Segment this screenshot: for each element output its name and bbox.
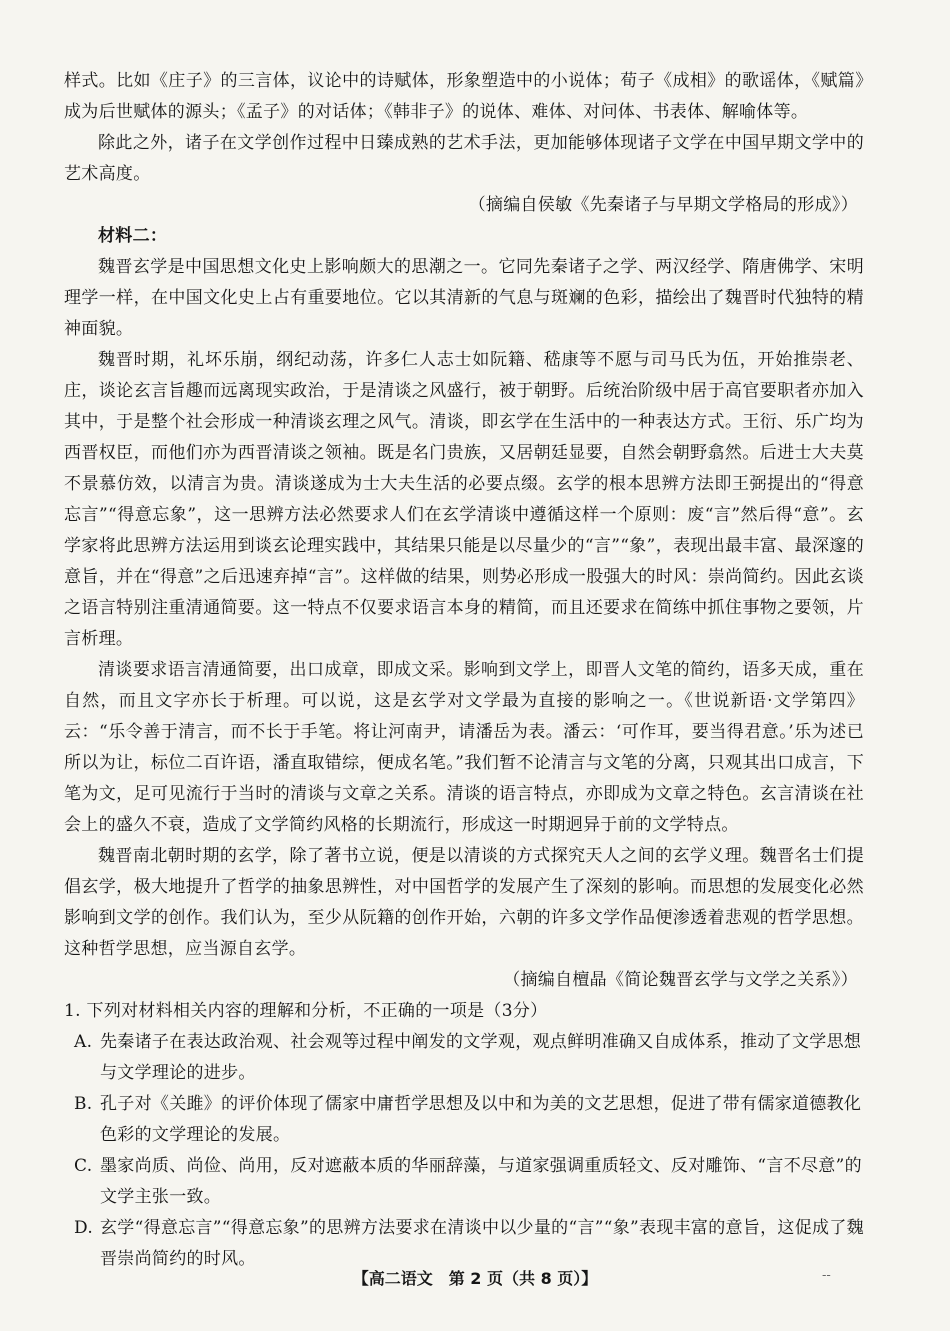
page-footer: 【高二语文 第 2 页（共 8 页）】 (352, 1269, 598, 1288)
material2-paragraph: 魏晋南北朝时期的玄学，除了著书立说，便是以清谈的方式探究天人之间的玄学义理。魏晋名士们提倡玄学，极大地提升了哲学的抽象思辨性，对中国哲学的发展产生了深刻的影响。而思想的发展变化必然影响到文学的创作。我们认为，至少从阮籍的创作开始，六朝的许多文学作品便渗透着悲观的哲学思想。这种哲学思想，应当源自玄学。 (64, 846, 864, 959)
option-text: 先秦诸子在表达政治观、社会观等过程中阐发的文学观，观点鲜明准确又自成体系，推动了文学思想与文学理论的进步。 (100, 1032, 862, 1083)
question-stem: 1. 下列对材料相关内容的理解和分析，不正确的一项是（3分） (64, 1001, 548, 1021)
material1-paragraph: 样式。比如《庄子》的三言体，议论中的诗赋体，形象塑造中的小说体；荀子《成相》的歌谣体，《赋篇》成为后世赋体的源头；《孟子》的对话体；《韩非子》的说体、难体、对问体、书表体、解喻体等。 (64, 71, 864, 122)
option-text: 孔子对《关雎》的评价体现了儒家中庸哲学思想及以中和为美的文艺思想，促进了带有儒家道德教化色彩的文学理论的发展。 (100, 1094, 862, 1145)
footer-mark: -- (822, 1268, 831, 1283)
option-letter: C. (74, 1156, 93, 1176)
option-letter: B. (74, 1094, 93, 1114)
answer-option-b (74, 1089, 864, 1151)
answer-option-c (74, 1151, 864, 1213)
material1-paragraph: 除此之外，诸子在文学创作过程中日臻成熟的艺术手法，更加能够体现诸子文学在中国早期文学中的艺术高度。 (64, 133, 864, 184)
material2-paragraph: 清谈要求语言清通简要，出口成章，即成文采。影响到文学上，即晋人文笔的简约，语多天成，重在自然，而且文字亦长于析理。可以说，这是玄学对文学最为直接的影响之一。《世说新语·文学第四》云：“乐令善于清言，而不长于手笔。将让河南尹，请潘岳为表。潘云：‘可作耳，要当得君意。’乐为述已所以为让，标位二百许语，潘直取错综，便成名笔。”我们暂不论清言与文笔的分离，只观其出口成言，下笔为文，足可见流行于当时的清谈与文章之关系。清谈的语言特点，亦即成为文章之特色。玄言清谈在社会上的盛久不衰，造成了文学简约风格的长期流行，形成这一时期迥异于前的文学特点。 (64, 660, 864, 835)
material2-paragraph: 魏晋玄学是中国思想文化史上影响颇大的思潮之一。它同先秦诸子之学、两汉经学、隋唐佛学、宋明理学一样，在中国文化史上占有重要地位。它以其清新的气息与斑斓的色彩，描绘出了魏晋时代独特的精神面貌。 (64, 257, 864, 339)
material1-citation: （摘编自侯敏《先秦诸子与早期文学格局的形成》） (468, 195, 858, 215)
material2-citation: （摘编自檀晶《简论魏晋玄学与文学之关系》） (503, 970, 858, 990)
answer-option-a (74, 1027, 864, 1089)
option-letter: A. (74, 1032, 93, 1052)
option-text: 玄学“得意忘言”“得意忘象”的思辨方法要求在清谈中以少量的“言”“象”表现丰富的意旨，这促成了魏晋崇尚简约的时风。 (100, 1218, 864, 1269)
option-text: 墨家尚质、尚俭、尚用，反对遮蔽本质的华丽辞藻，与道家强调重质轻文、反对雕饰、“言不尽意”的文学主张一致。 (100, 1156, 862, 1207)
page-body (64, 66, 864, 1275)
material2-paragraph: 魏晋时期，礼坏乐崩，纲纪动荡，许多仁人志士如阮籍、嵇康等不愿与司马氏为伍，开始推崇老、庄，谈论玄言旨趣而远离现实政治，于是清谈之风盛行，被于朝野。后统治阶级中居于高官要职者亦加入其中，于是整个社会形成一种清谈玄理之风气。清谈，即玄学在生活中的一种表达方式。王衍、乐广均为西晋权臣，而他们亦为西晋清谈之领袖。既是名门贵族，又居朝廷显要，自然会朝野翕然。后进士大夫莫不景慕仿效，以清言为贵。清谈遂成为士大夫生活的必要点缀。玄学的根本思辨方法即王弼提出的“得意忘言”“得意忘象”，这一思辨方法必然要求人们在玄学清谈中遵循这样一个原则：废“言”然后得“意”。玄学家将此思辨方法运用到谈玄论理实践中，其结果只能是以尽量少的“言”“象”，表现出最丰富、最深邃的意旨，并在“得意”之后迅速弃掉“言”。这样做的结果，则势必形成一股强大的时风：崇尚简约。因此玄谈之语言特别注重清通简要。这一特点不仅要求语言本身的精简，而且还要求在简练中抓住事物之要领，片言析理。 (64, 350, 864, 649)
material2-heading: 材料二： (98, 226, 168, 246)
option-letter: D. (74, 1218, 94, 1238)
